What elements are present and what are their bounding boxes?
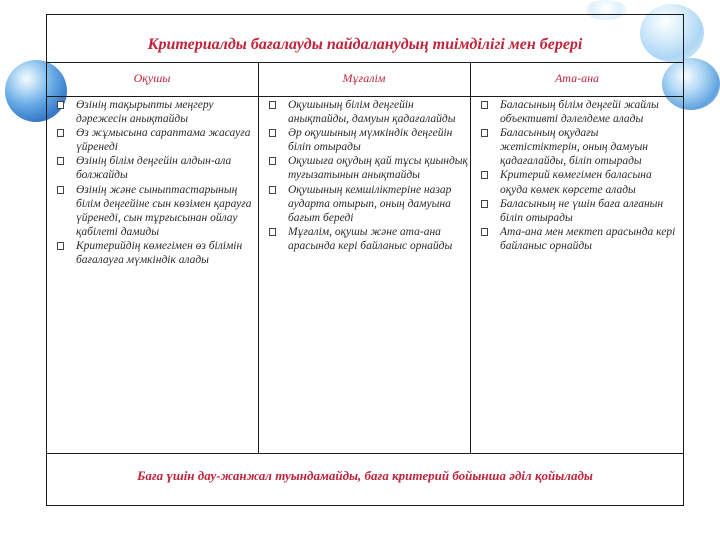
bullet-icon — [57, 129, 64, 137]
list-item: Баласының не үшін баға алғанын біліп отырады — [480, 197, 680, 225]
column-divider — [470, 62, 471, 453]
bullet-icon — [269, 186, 276, 194]
list-item: Критерий көмегімен баласына оқуда көмек көрсете алады — [480, 168, 680, 196]
bullet-icon — [481, 101, 488, 109]
bullet-icon — [269, 228, 276, 236]
list-item: Оқушыға оқудың қай тұсы қиындық туғызатынын анықтайды — [268, 154, 468, 182]
list-item: Оқушының кемшіліктеріне назар аударта отырып, оның дамуына бағыт береді — [268, 183, 468, 225]
bullet-icon — [269, 157, 276, 165]
list-item: Өзінің тақырыпты меңгеру дәрежесін анықтайды — [56, 98, 256, 126]
bullet-icon — [57, 157, 64, 165]
list-item: Әр оқушының мүмкіндік деңгейін біліп отырады — [268, 126, 468, 154]
column-header-student: Оқушы — [133, 71, 171, 85]
bullet-icon — [481, 200, 488, 208]
table-divider — [46, 453, 684, 454]
list-item: Өз жұмысына сараптама жасауға үйренеді — [56, 126, 256, 154]
bullet-icon — [481, 129, 488, 137]
list-item: Ата-ана мен мектеп арасында кері байланыс орнайды — [480, 225, 680, 253]
parent-benefits-list — [480, 98, 680, 253]
list-item: Өзінің және сыныптастарының білім деңгейіне сын көзімен қарауға үйренеді, сын тұрғысынан ойлау қабілеті дамиды — [56, 183, 256, 239]
list-item: Критерийдің көмегімен өз білімін бағалауға мүмкіндік алады — [56, 239, 256, 267]
bullet-icon — [57, 242, 64, 250]
table-divider — [46, 96, 684, 97]
list-item: Өзінің білім деңгейін алдын-ала болжайды — [56, 154, 256, 182]
bullet-icon — [269, 129, 276, 137]
column-header-teacher: Мұғалім — [342, 71, 386, 85]
table-footer-note: Баға үшін дау-жанжал туындамайды, баға критерий бойынша әділ қойылады — [137, 468, 593, 483]
teacher-benefits-list — [268, 98, 468, 253]
list-item: Баласының білім деңгейі жайлы объективті дәлелдеме алады — [480, 98, 680, 126]
column-header-parent: Ата-ана — [554, 71, 600, 85]
bullet-icon — [269, 101, 276, 109]
bullet-icon — [57, 186, 64, 194]
bullet-icon — [481, 228, 488, 236]
list-item: Оқушының білім деңгейін анықтайды, дамуын қадағалайды — [268, 98, 468, 126]
table-divider — [46, 62, 684, 63]
table-title: Критериалды бағалауды пайдаланудың тиімділігі мен берері — [147, 36, 583, 53]
bullet-icon — [481, 171, 488, 179]
bullet-icon — [57, 101, 64, 109]
list-item: Баласының оқудағы жетістіктерін, оның дамуын қадағалайды, біліп отырады — [480, 126, 680, 168]
student-benefits-list — [56, 98, 256, 267]
list-item: Мұғалім, оқушы және ата-ана арасында кері байланыс орнайды — [268, 225, 468, 253]
column-divider — [258, 62, 259, 453]
